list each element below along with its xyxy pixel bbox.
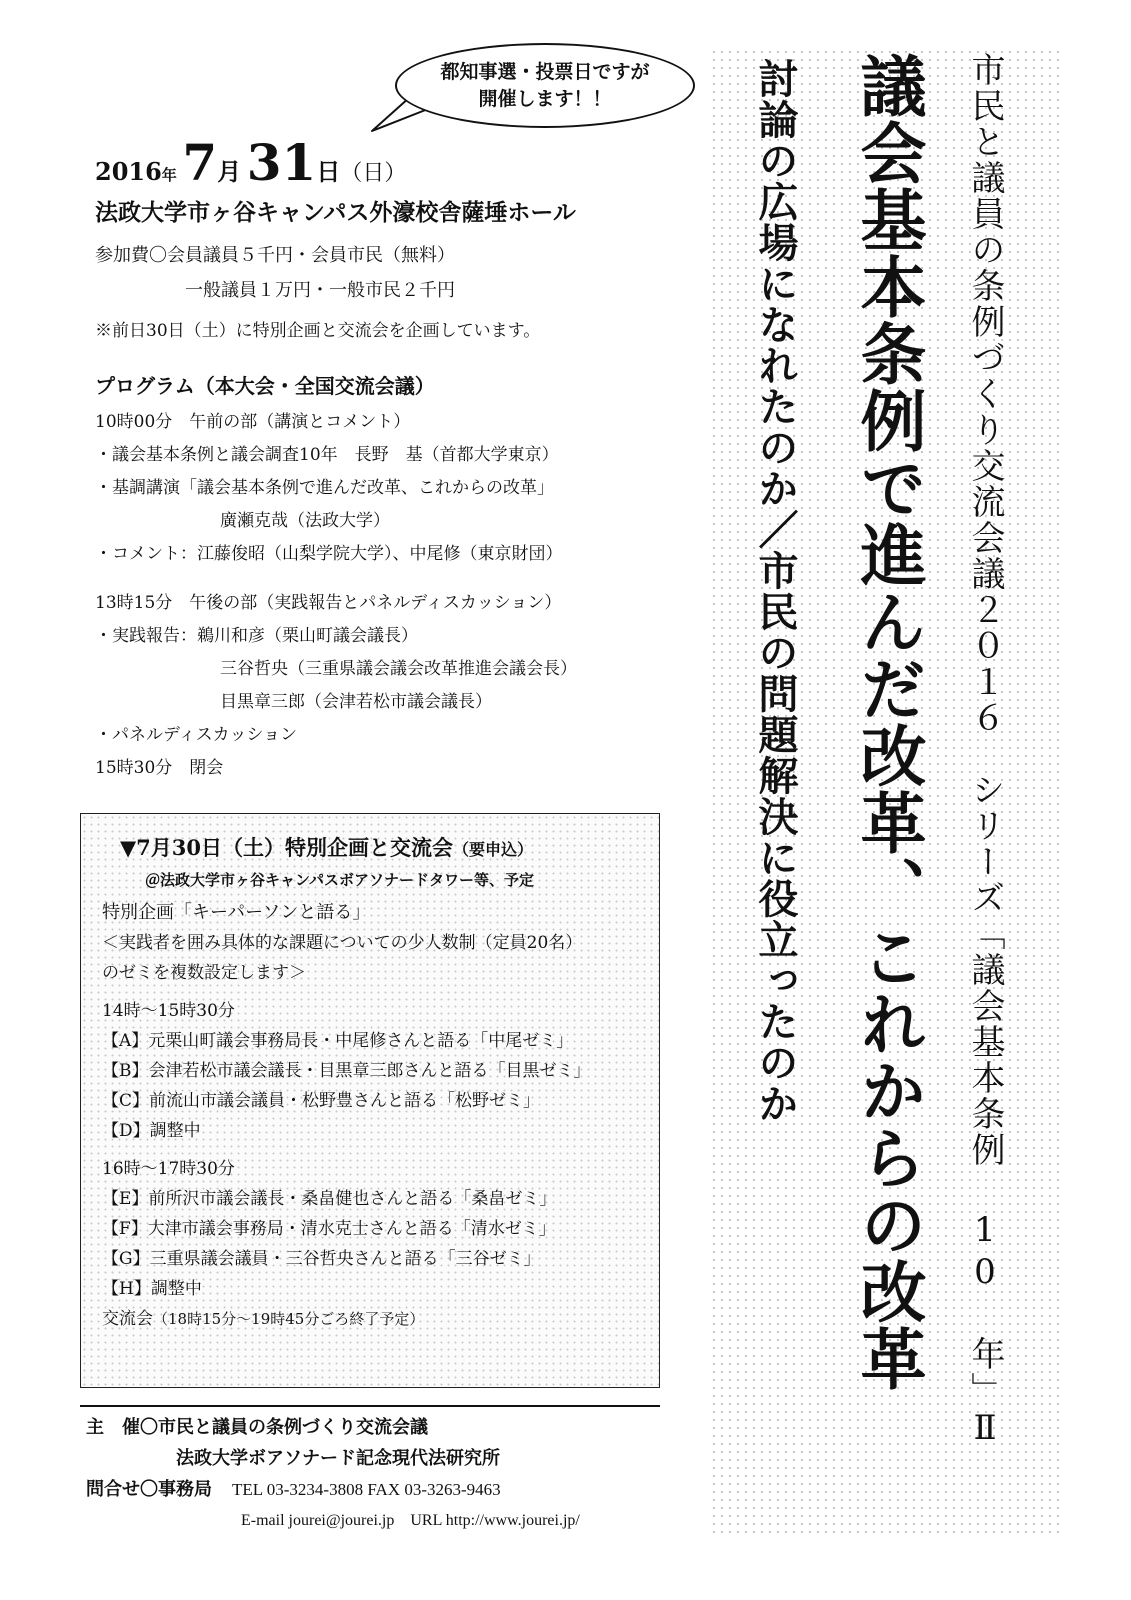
program-list	[95, 406, 577, 785]
contact	[86, 1474, 580, 1505]
date-year: 2016	[95, 157, 162, 186]
footer-divider	[80, 1405, 660, 1407]
main-title: 議会基本条例で進んだ改革、これからの改革	[849, 52, 927, 1392]
seminar-item: 【C】前流山市議会議員・松野豊さんと語る「松野ゼミ」	[102, 1091, 541, 1111]
party-label: 交流会	[102, 1309, 153, 1329]
special-event-title	[120, 832, 533, 862]
program-item: ・議会基本条例と議会調査10年 長野 基（首都大学東京）	[95, 445, 559, 465]
special-title-text: ▼7月30日（土）特別企画と交流会	[120, 835, 453, 860]
special-event-location: ＠法政大学市ヶ谷キャンパスボアソナードタワー等、予定	[145, 871, 534, 889]
session-2-time: 16時～17時30分	[102, 1159, 235, 1179]
seminar-item: 【G】三重県議会議員・三谷哲央さんと語る「三谷ゼミ」	[102, 1249, 541, 1269]
venue: 法政大学市ヶ谷キャンパス外濠校舎薩埵ホール	[95, 199, 576, 226]
special-desc-2: のゼミを複数設定します＞	[102, 963, 306, 983]
date-month: 7	[182, 133, 218, 192]
party-line	[102, 1304, 591, 1334]
fees-line-2: 一般議員１万円・一般市民２千円	[185, 280, 455, 301]
seminar-item: 【H】調整中	[102, 1279, 202, 1299]
date-day: 31	[246, 133, 317, 192]
program-item: ・実践報告：鵜川和彦（栗山町議会議長）	[95, 626, 418, 646]
bubble-line-2: 開催します！！	[478, 87, 612, 110]
seminar-item: 【A】元栗山町議会事務局長・中尾修さんと語る「中尾ゼミ」	[102, 1031, 574, 1051]
program-item: 三谷哲央（三重県議会議会改革推進会議会長）	[220, 659, 577, 679]
contact-web: E-mail jourei@jourei.jp URL http://www.jourei.jp/	[241, 1512, 580, 1529]
afternoon-heading: 13時15分 午後の部（実践報告とパネルディスカッション）	[95, 593, 562, 613]
closing: 15時30分 閉会	[95, 758, 224, 778]
host: 主 催〇市民と議員の条例づくり交流会議	[86, 1417, 428, 1438]
program-item: 目黒章三郎（会津若松市議会議長）	[220, 692, 492, 712]
date-weekday: （日）	[340, 161, 407, 186]
series-heading: 市民と議員の条例づくり交流会議２０１６ シリーズ「議会基本条例 10 年」Ⅱ	[965, 52, 1005, 1450]
party-time: （18時15分～19時45分ごろ終了予定）	[153, 1310, 425, 1328]
fees-line-1: 参加費〇会員議員５千円・会員市民（無料）	[95, 245, 455, 266]
contact-label: 問合せ〇事務局	[86, 1479, 212, 1500]
speech-bubble	[395, 43, 695, 128]
program-item: ・パネルディスカッション	[95, 725, 298, 745]
event-date	[95, 133, 406, 192]
program-title: プログラム（本大会・全国交流会議）	[95, 374, 435, 398]
seminar-item: 【B】会津若松市議会議長・目黒章三郎さんと語る「目黒ゼミ」	[102, 1061, 591, 1081]
bubble-line-1: 都知事選・投票日ですが	[440, 60, 650, 83]
seminar-item: 【D】調整中	[102, 1121, 201, 1141]
seminar-item: 【F】大津市議会事務局・清水克士さんと語る「清水ゼミ」	[102, 1219, 556, 1239]
special-subtitle: 特別企画「キーパーソンと語る」	[102, 902, 371, 923]
fees	[95, 238, 455, 308]
special-title-req: （要申込）	[452, 840, 533, 859]
date-month-unit: 月	[217, 157, 242, 186]
session-1-time: 14時～15時30分	[102, 1001, 235, 1021]
special-desc-1: ＜実践者を囲み具体的な課題についての少人数制（定員20名）	[102, 933, 583, 953]
subtitle: 討論の広場になれたのか／市民の問題解決に役立ったのか	[752, 58, 799, 1124]
morning-heading: 10時00分 午前の部（講演とコメント）	[95, 412, 411, 432]
program-item: ・基調講演「議会基本条例で進んだ改革、これからの改革」	[95, 478, 554, 498]
date-year-unit: 年	[161, 166, 177, 184]
special-event-body	[102, 898, 591, 1334]
footer	[86, 1412, 580, 1536]
seminar-item: 【E】前所沢市議会議長・桑畠健也さんと語る「桑畠ゼミ」	[102, 1189, 557, 1209]
contact-tel: TEL 03-3234-3808 FAX 03-3263-9463	[232, 1480, 501, 1499]
host-2: 法政大学ボアソナード記念現代法研究所	[176, 1448, 500, 1469]
program-item: 廣瀬克哉（法政大学）	[220, 511, 390, 531]
program-item: ・コメント：江藤俊昭（山梨学院大学）、中尾修（東京財団）	[95, 544, 563, 564]
pre-event-note: ※前日30日（土）に特別企画と交流会を企画しています。	[95, 321, 541, 341]
date-day-unit: 日	[316, 157, 341, 186]
